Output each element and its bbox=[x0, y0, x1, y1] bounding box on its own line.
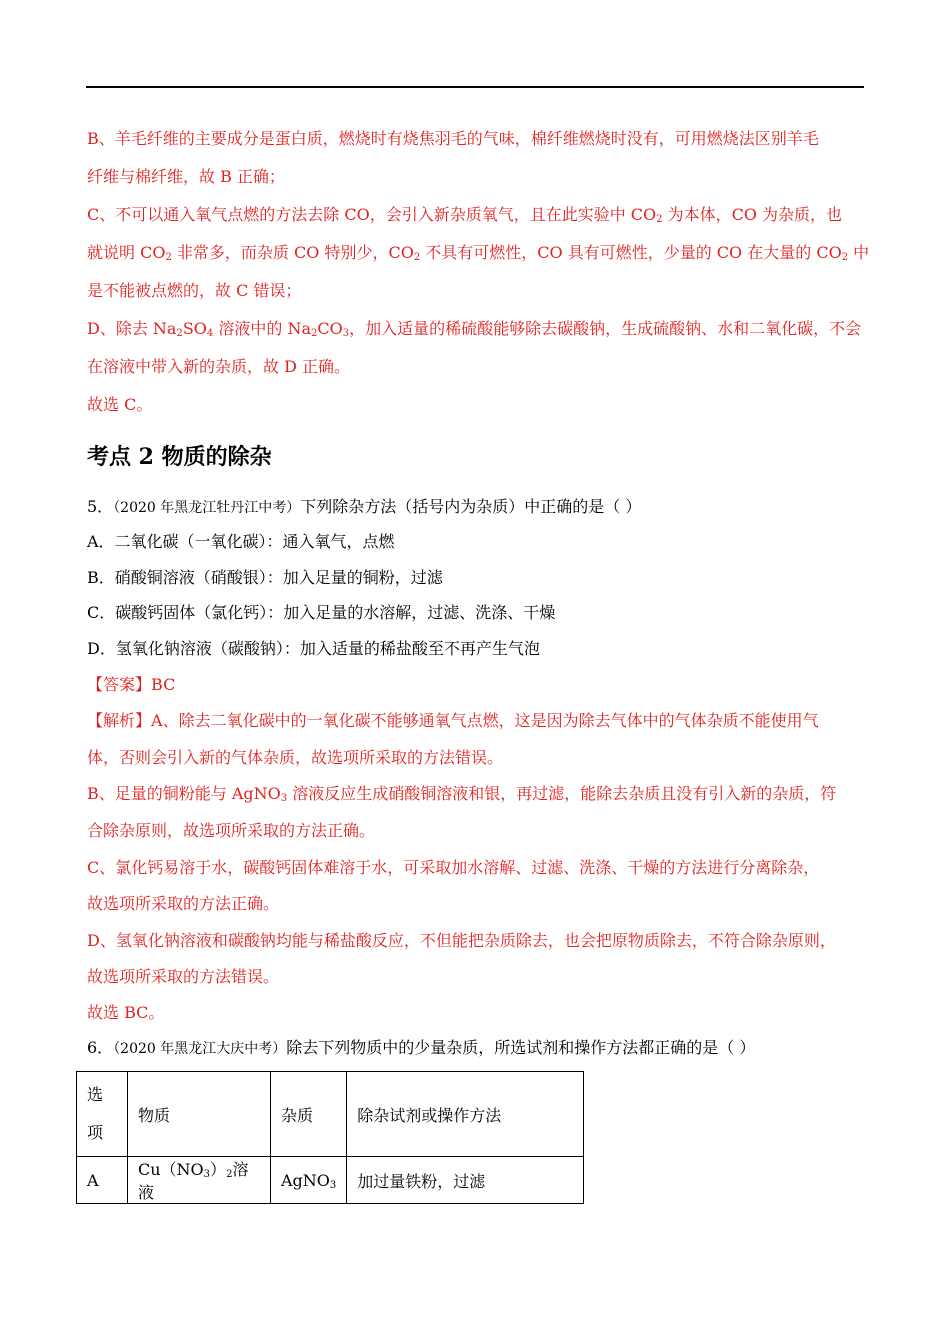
header-impurity: 杂质 bbox=[271, 1072, 347, 1157]
q5-conclusion: 故选 BC。 bbox=[87, 1003, 165, 1022]
header-rule bbox=[86, 86, 864, 88]
q5-analysis-a2: 体，否则会引入新的气体杂质，故选项所采取的方法错误。 bbox=[87, 748, 504, 767]
q6-stem: 6．（2020 年黑龙江大庆中考）除去下列物质中的少量杂质，所选试剂和操作方法都正确的是（ ） bbox=[87, 1038, 756, 1057]
table-header-row bbox=[77, 1072, 584, 1157]
q5-analysis-c1: C、氯化钙易溶于水，碳酸钙固体难溶于水，可采取加水溶解、过滤、洗涤、干燥的方法进行分离除杂， bbox=[87, 858, 820, 877]
cell-substance: $Cu(NO_3)_2$溶液 bbox=[128, 1157, 271, 1204]
q5-analysis-d1: D、氢氧化钠溶液和碳酸钠均能与稀盐酸反应，不但能把杂质除去，也会把原物质除去，不符合除杂原则， bbox=[87, 931, 836, 950]
q5-option-b: B．硝酸铜溶液（硝酸银）：加入足量的铜粉，过滤 bbox=[87, 568, 443, 587]
prev-analysis-d-line1: D、除去 $Na_2SO_4$ 溶液中的 $Na_2CO_3$，加入适量的稀硫酸能够除去碳酸钠，生成硫酸钠、水和二氧化碳，不会 bbox=[87, 319, 862, 339]
q6-table bbox=[76, 1071, 584, 1204]
q5-option-d: D．氢氧化钠溶液（碳酸钠）：加入适量的稀盐酸至不再产生气泡 bbox=[87, 639, 540, 658]
header-substance: 物质 bbox=[128, 1072, 271, 1157]
prev-analysis-c-line1: C、不可以通入氧气点燃的方法去除 CO，会引入新杂质氧气，且在此实验中 $CO_2$ 为本体，CO 为杂质，也 bbox=[87, 205, 843, 225]
q5-stem: 5．（2020 年黑龙江牡丹江中考）下列除杂方法（括号内为杂质）中正确的是（ ） bbox=[87, 497, 642, 516]
header-method: 除杂试剂或操作方法 bbox=[347, 1072, 584, 1157]
q5-option-a: A．二氧化碳（一氧化碳）：通入氧气，点燃 bbox=[87, 532, 395, 551]
prev-conclusion: 故选 C。 bbox=[87, 395, 153, 414]
table-row bbox=[77, 1157, 584, 1204]
q5-analysis-c2: 故选项所采取的方法正确。 bbox=[87, 894, 280, 913]
q5-option-c: C．碳酸钙固体（氯化钙）：加入足量的水溶解，过滤、洗涤、干燥 bbox=[87, 603, 556, 622]
q5-answer: 【答案】BC bbox=[87, 675, 176, 694]
q5-analysis-a1: 【解析】A、除去二氧化碳中的一氧化碳不能够通氧气点燃，这是因为除去气体中的气体杂质不能使用气 bbox=[87, 711, 819, 730]
prev-analysis-d-line2: 在溶液中带入新的杂质，故 D 正确。 bbox=[87, 357, 351, 376]
prev-analysis-b-line1: B、羊毛纤维的主要成分是蛋白质，燃烧时有烧焦羽毛的气味，棉纤维燃烧时没有，可用燃烧法区别羊毛 bbox=[87, 129, 819, 148]
section-heading: 考点 2 物质的除杂 bbox=[87, 444, 272, 470]
prev-analysis-b-line2: 纤维与棉纤维，故 B 正确； bbox=[87, 167, 285, 186]
q5-analysis-d2: 故选项所采取的方法错误。 bbox=[87, 967, 280, 986]
cell-method: 加过量铁粉，过滤 bbox=[347, 1157, 584, 1204]
prev-analysis-c-line2: 就说明 $CO_2$ 非常多，而杂质 CO 特别少，$CO_2$ 不具有可燃性，CO 具有可燃性，少量的 CO 在大量的 $CO_2$ 中 bbox=[87, 243, 870, 263]
cell-option: A bbox=[77, 1157, 128, 1204]
prev-analysis-c-line3: 是不能被点燃的，故 C 错误； bbox=[87, 281, 302, 300]
header-option: 选 项 bbox=[77, 1072, 128, 1157]
q5-analysis-b2: 合除杂原则，故选项所采取的方法正确。 bbox=[87, 821, 376, 840]
q5-analysis-b1: B、足量的铜粉能与 AgNO$_3$ 溶液反应生成硝酸铜溶液和银，再过滤，能除去杂质且没有引入新的杂质，符 bbox=[87, 784, 837, 804]
cell-impurity: AgNO$_3$ bbox=[271, 1157, 347, 1204]
